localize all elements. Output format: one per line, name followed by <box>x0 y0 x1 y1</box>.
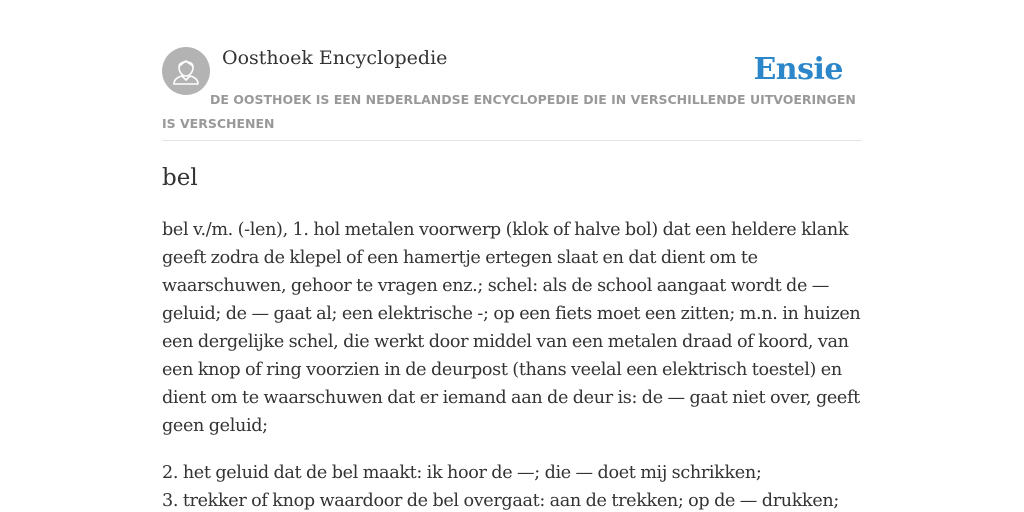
site-logo[interactable]: Ensie <box>753 52 843 87</box>
definition-paragraph: 2. het geluid dat de bel maakt: ik hoor de —; die — doet mij schrikken; <box>162 463 762 483</box>
header <box>162 46 862 141</box>
author-description: DE OOSTHOEK IS EEN NEDERLANDSE ENCYCLOPEDIE DIE IN VERSCHILLENDE UITVOERINGEN IS VERSCHENEN <box>162 92 856 131</box>
page-title: bel <box>162 165 198 191</box>
entry-body <box>162 216 866 512</box>
author-name[interactable]: Oosthoek Encyclopedie <box>222 47 448 69</box>
definition-paragraph: bel v./m. (-len), 1. hol metalen voorwerp (klok of halve bol) dat een heldere klank geeft zodra de klepel of een hamertje ertegen slaat en dat dient om te waarschuwen, gehoor te vragen enz.; schel: als de school aangaat wordt de — geluid; de — gaat al; een elektrische -; op een fiets moet een zitten; m.n. in huizen een dergelijke schel, die werkt door middel van een metalen draad of koord, van een knop of ring voorzien in de deurpost (thans veelal een elektrisch toestel) en dient om te waarschuwen dat er iemand aan de deur is: de — gaat niet over, geeft geen geluid; <box>162 220 861 436</box>
definition-paragraph: 3. trekker of knop waardoor de bel overgaat: aan de trekken; op de — drukken; <box>162 491 839 511</box>
